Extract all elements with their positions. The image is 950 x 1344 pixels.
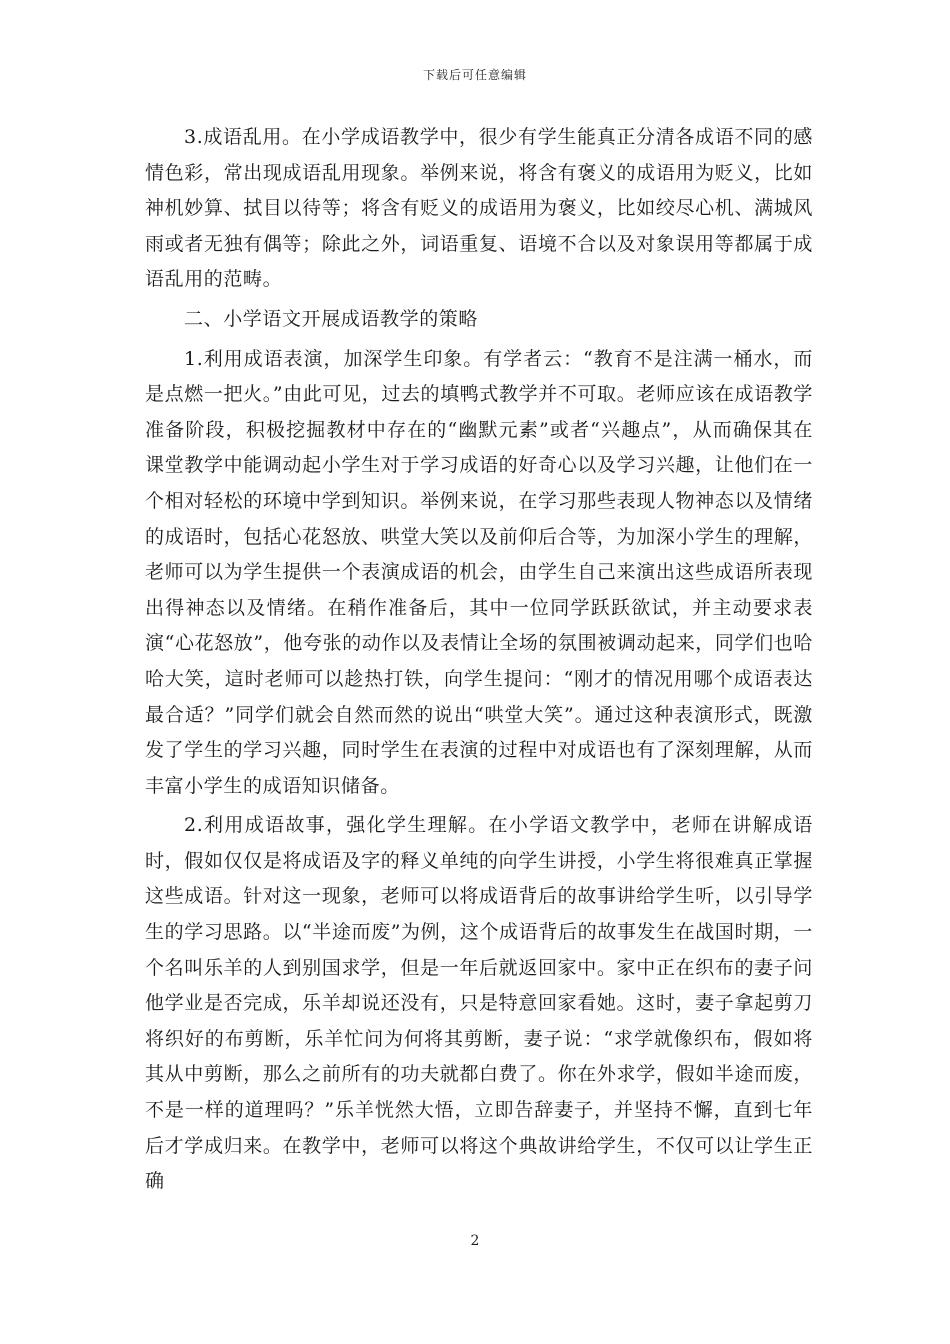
paragraph-idiom-stories: 2.利用成语故事，强化学生理解。在小学语文教学中，老师在讲解成语时，假如仅仅是将成语及字的释义单纯的向学生讲授，小学生将很难真正掌握这些成语。针对这一现象，老师可以将成语背后的故事讲给学生听，以引导学生的学习思路。以“半途而废”为例，这个成语背后的故事发生在战国时期，一个名叫乐羊的人到别国求学，但是一年后就返回家中。家中正在织布的妻子问他学业是否完成，乐羊却说还没有，只是特意回家看她。这时，妻子拿起剪刀将织好的布剪断，乐羊忙问为何将其剪断，妻子说：“求学就像织布，假如将其从中剪断，那么之前所有的功夫就都白费了。你在外求学，假如半途而废，不是一样的道理吗？”乐羊恍然大悟，立即告辞妻子，并坚持不懈，直到七年后才学成归来。在教学中，老师可以将这个典故讲给学生，不仅可以让学生正确 — [145, 814, 813, 1193]
section-heading-strategies: 二、小学语文开展成语教学的策略 — [184, 307, 479, 330]
page-number: 2 — [470, 1233, 480, 1249]
paragraph-misuse-of-idioms: 3.成语乱用。在小学成语教学中，很少有学生能真正分清各成语不同的感情色彩，常出现成语乱用现象。举例来说，将含有褒义的成语用为贬义，比如神机妙算、拭目以待等；将含有贬义的成语用为褒义，比如绞尽心机、满城风雨或者无独有偶等；除此之外，词语重复、语境不合以及对象误用等都属于成语乱用的范畴。 — [145, 126, 813, 291]
paragraph-idiom-performance: 1.利用成语表演，加深学生印象。有学者云：“教育不是注满一桶水，而是点燃一把火。”由此可见，过去的填鸭式教学并不可取。老师应该在成语教学准备阶段，积极挖掘教材中存在的“幽默元素”或者“兴趣点”，从而确保其在课堂教学中能调动起小学生对于学习成语的好奇心以及学习兴趣，让他们在一个相对轻松的环境中学到知识。举例来说，在学习那些表现人物神态以及情绪的成语时，包括心花怒放、哄堂大笑以及前仰后合等，为加深小学生的理解，老师可以为学生提供一个表演成语的机会，由学生自己来演出这些成语所表现出得神态以及情绪。在稍作准备后，其中一位同学跃跃欲试，并主动要求表演“心花怒放”，他夸张的动作以及表情让全场的氛围被调动起来，同学们也哈哈大笑，這时老师可以趁热打铁，向学生提问：“刚才的情况用哪个成语表达最合适？”同学们就会自然而然的说出“哄堂大笑”。通过这种表演形式，既激发了学生的学习兴趣，同时学生在表演的过程中对成语也有了深刻理解，从而丰富小学生的成语知识储备。 — [145, 347, 813, 797]
document-body — [145, 120, 813, 1204]
page-header: 下载后可任意编辑 — [422, 68, 527, 82]
